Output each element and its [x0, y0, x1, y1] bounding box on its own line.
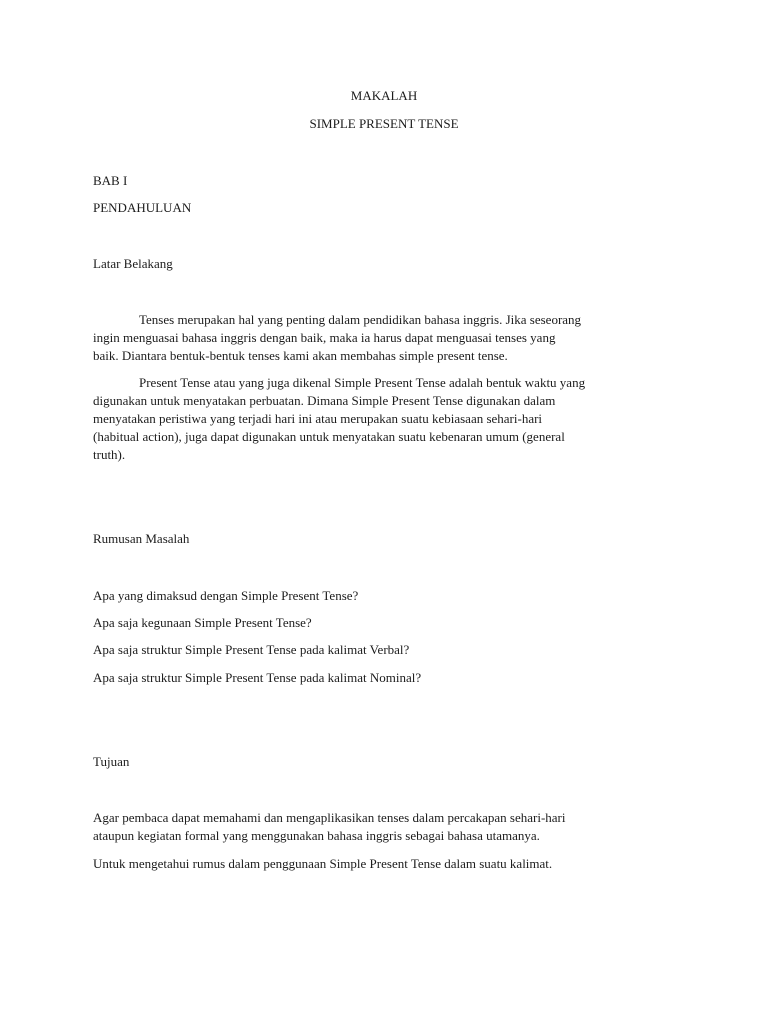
background-paragraph-1-line: Tenses merupakan hal yang penting dalam pendidikan bahasa inggris. Jika seseorang	[139, 312, 582, 327]
background-paragraph-1-line: ingin menguasai bahasa inggris dengan baik, maka ia harus dapat menguasai tenses yang	[93, 330, 556, 345]
background-paragraph-2-line: truth).	[93, 447, 126, 462]
background-paragraph-2-line: menyatakan peristiwa yang terjadi hari ini atau merupakan suatu kebiasaan sehari-hari	[93, 411, 543, 426]
chapter-title: PENDAHULUAN	[93, 200, 192, 215]
problem-question: Apa saja kegunaan Simple Present Tense?	[93, 615, 312, 630]
problem-question: Apa saja struktur Simple Present Tense pada kalimat Nominal?	[93, 670, 422, 685]
background-heading: Latar Belakang	[93, 256, 173, 271]
problem-question: Apa saja struktur Simple Present Tense pada kalimat Verbal?	[93, 642, 410, 657]
chapter-label: BAB I	[93, 173, 128, 188]
problem-question: Apa yang dimaksud dengan Simple Present Tense?	[93, 588, 359, 603]
purpose-paragraph-2: Untuk mengetahui rumus dalam penggunaan Simple Present Tense dalam suatu kalimat.	[93, 856, 553, 871]
purpose-paragraph-1-line: Agar pembaca dapat memahami dan mengaplikasikan tenses dalam percakapan sehari-hari	[93, 810, 566, 825]
purpose-paragraph-1-line: ataupun kegiatan formal yang menggunakan bahasa inggris sebagai bahasa utamanya.	[93, 828, 540, 843]
background-paragraph-2	[93, 374, 653, 464]
background-paragraph-1-line: baik. Diantara bentuk-bentuk tenses kami akan membahas simple present tense.	[93, 348, 508, 363]
problem-heading: Rumusan Masalah	[93, 531, 190, 546]
purpose-paragraph-1	[93, 809, 653, 845]
document-subtitle: SIMPLE PRESENT TENSE	[309, 116, 459, 131]
document-title: MAKALAH	[350, 88, 418, 103]
purpose-heading: Tujuan	[93, 754, 130, 769]
background-paragraph-2-line: Present Tense atau yang juga dikenal Simple Present Tense adalah bentuk waktu yang	[139, 375, 586, 390]
background-paragraph-1	[93, 311, 653, 365]
background-paragraph-2-line: digunakan untuk menyatakan perbuatan. Dimana Simple Present Tense digunakan dalam	[93, 393, 556, 408]
background-paragraph-2-line: (habitual action), juga dapat digunakan untuk menyatakan suatu kebenaran umum (general	[93, 429, 565, 444]
